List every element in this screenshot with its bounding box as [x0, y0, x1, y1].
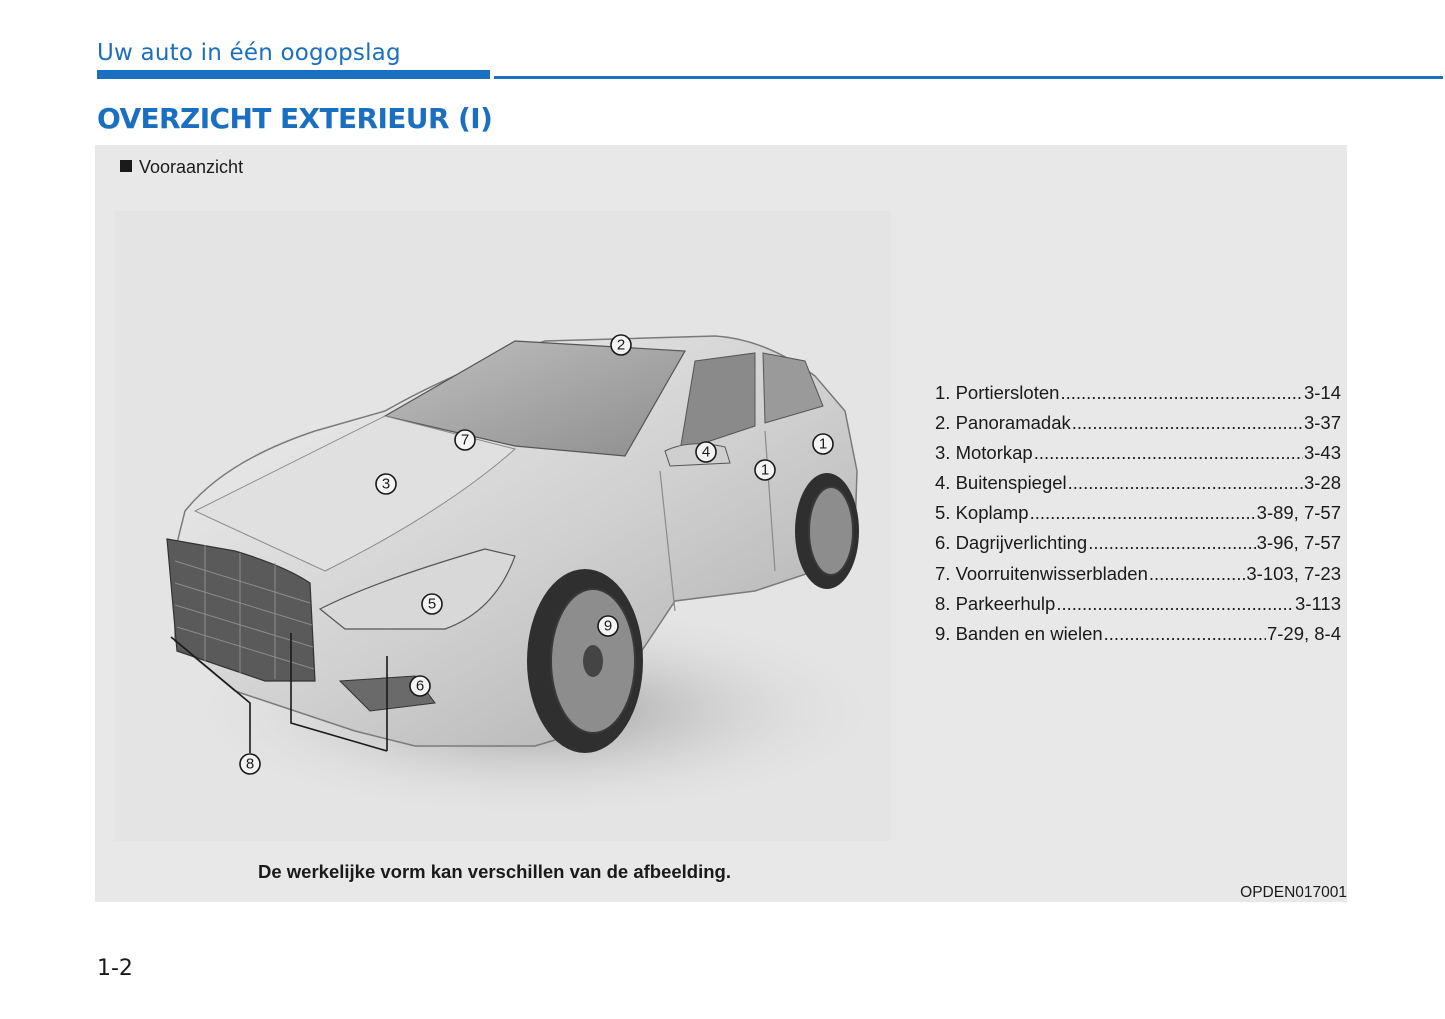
callout-8	[240, 754, 260, 774]
callout-5	[422, 594, 442, 614]
page-number: 1-2	[97, 956, 133, 981]
svg-text:3: 3	[381, 475, 391, 493]
dot-leader	[1088, 532, 1255, 554]
svg-text:5: 5	[427, 595, 437, 613]
parts-list-item	[935, 502, 1341, 532]
exterior-overview-panel	[95, 145, 1347, 902]
svg-text:9: 9	[603, 617, 613, 635]
part-page-ref: 3-28	[1303, 472, 1341, 494]
part-page-ref: 3-37	[1303, 412, 1341, 434]
callout-7	[455, 430, 475, 450]
parts-list-item	[935, 382, 1341, 412]
part-label: 5. Koplamp	[935, 502, 1029, 524]
part-label: 6. Dagrijverlichting	[935, 532, 1088, 554]
part-page-ref: 3-113	[1295, 592, 1341, 614]
view-label	[120, 157, 243, 178]
part-label: 7. Voorruitenwisserbladen	[935, 562, 1148, 584]
part-page-ref: 3-103, 7-23	[1246, 562, 1341, 584]
image-reference-code: OPDEN017001	[1240, 884, 1347, 901]
header-rule-thin	[494, 76, 1443, 79]
parts-list	[935, 382, 1341, 653]
callout-2	[611, 335, 631, 355]
callout-3	[376, 474, 396, 494]
callout-9	[598, 616, 618, 636]
svg-text:4: 4	[701, 443, 711, 461]
car-illustration	[115, 211, 891, 841]
parts-list-item	[935, 563, 1341, 593]
parts-list-item	[935, 593, 1341, 623]
callout-1a	[813, 434, 833, 454]
svg-text:6: 6	[415, 677, 425, 695]
disclaimer: De werkelijke vorm kan verschillen van de afbeelding.	[258, 861, 731, 882]
dot-leader	[1104, 623, 1266, 645]
part-page-ref: 3-14	[1303, 382, 1341, 403]
callout-4	[696, 442, 716, 462]
callout-1b	[755, 460, 775, 480]
svg-text:2: 2	[616, 336, 626, 354]
section-title: Uw auto in één oogopslag	[97, 40, 401, 66]
parts-list-item	[935, 532, 1341, 562]
parts-list-item	[935, 412, 1341, 442]
svg-text:8: 8	[245, 755, 255, 773]
part-page-ref: 7-29, 8-4	[1266, 622, 1341, 644]
parts-list-item	[935, 472, 1341, 502]
parts-list-item	[935, 623, 1341, 653]
part-label: 4. Buitenspiegel	[935, 472, 1067, 494]
car-drawing	[115, 211, 891, 841]
square-bullet-icon	[120, 160, 132, 172]
front-wheel	[527, 569, 643, 753]
dot-leader	[1056, 593, 1294, 615]
view-label-text: Vooraanzicht	[139, 157, 244, 177]
part-label: 1. Portiersloten	[935, 382, 1060, 403]
part-label: 8. Parkeerhulp	[935, 592, 1056, 614]
dot-leader	[1030, 502, 1256, 524]
svg-text:1: 1	[760, 461, 770, 479]
part-page-ref: 3-89, 7-57	[1256, 502, 1341, 524]
dot-leader	[1068, 472, 1303, 494]
svg-text:7: 7	[460, 431, 470, 449]
dot-leader	[1060, 382, 1303, 404]
rear-wheel	[795, 473, 859, 589]
part-page-ref: 3-43	[1303, 442, 1341, 464]
svg-text:1: 1	[818, 435, 828, 453]
dot-leader	[1149, 563, 1245, 585]
dot-leader	[1034, 442, 1303, 464]
dot-leader	[1072, 412, 1303, 434]
parts-list-item	[935, 442, 1341, 472]
part-page-ref: 3-96, 7-57	[1256, 532, 1341, 554]
page-title: OVERZICHT EXTERIEUR (I)	[97, 102, 493, 135]
header-rule-thick	[97, 70, 490, 79]
part-label: 9. Banden en wielen	[935, 622, 1103, 644]
part-label: 3. Motorkap	[935, 442, 1033, 464]
callout-6	[410, 676, 430, 696]
part-label: 2. Panoramadak	[935, 412, 1071, 434]
